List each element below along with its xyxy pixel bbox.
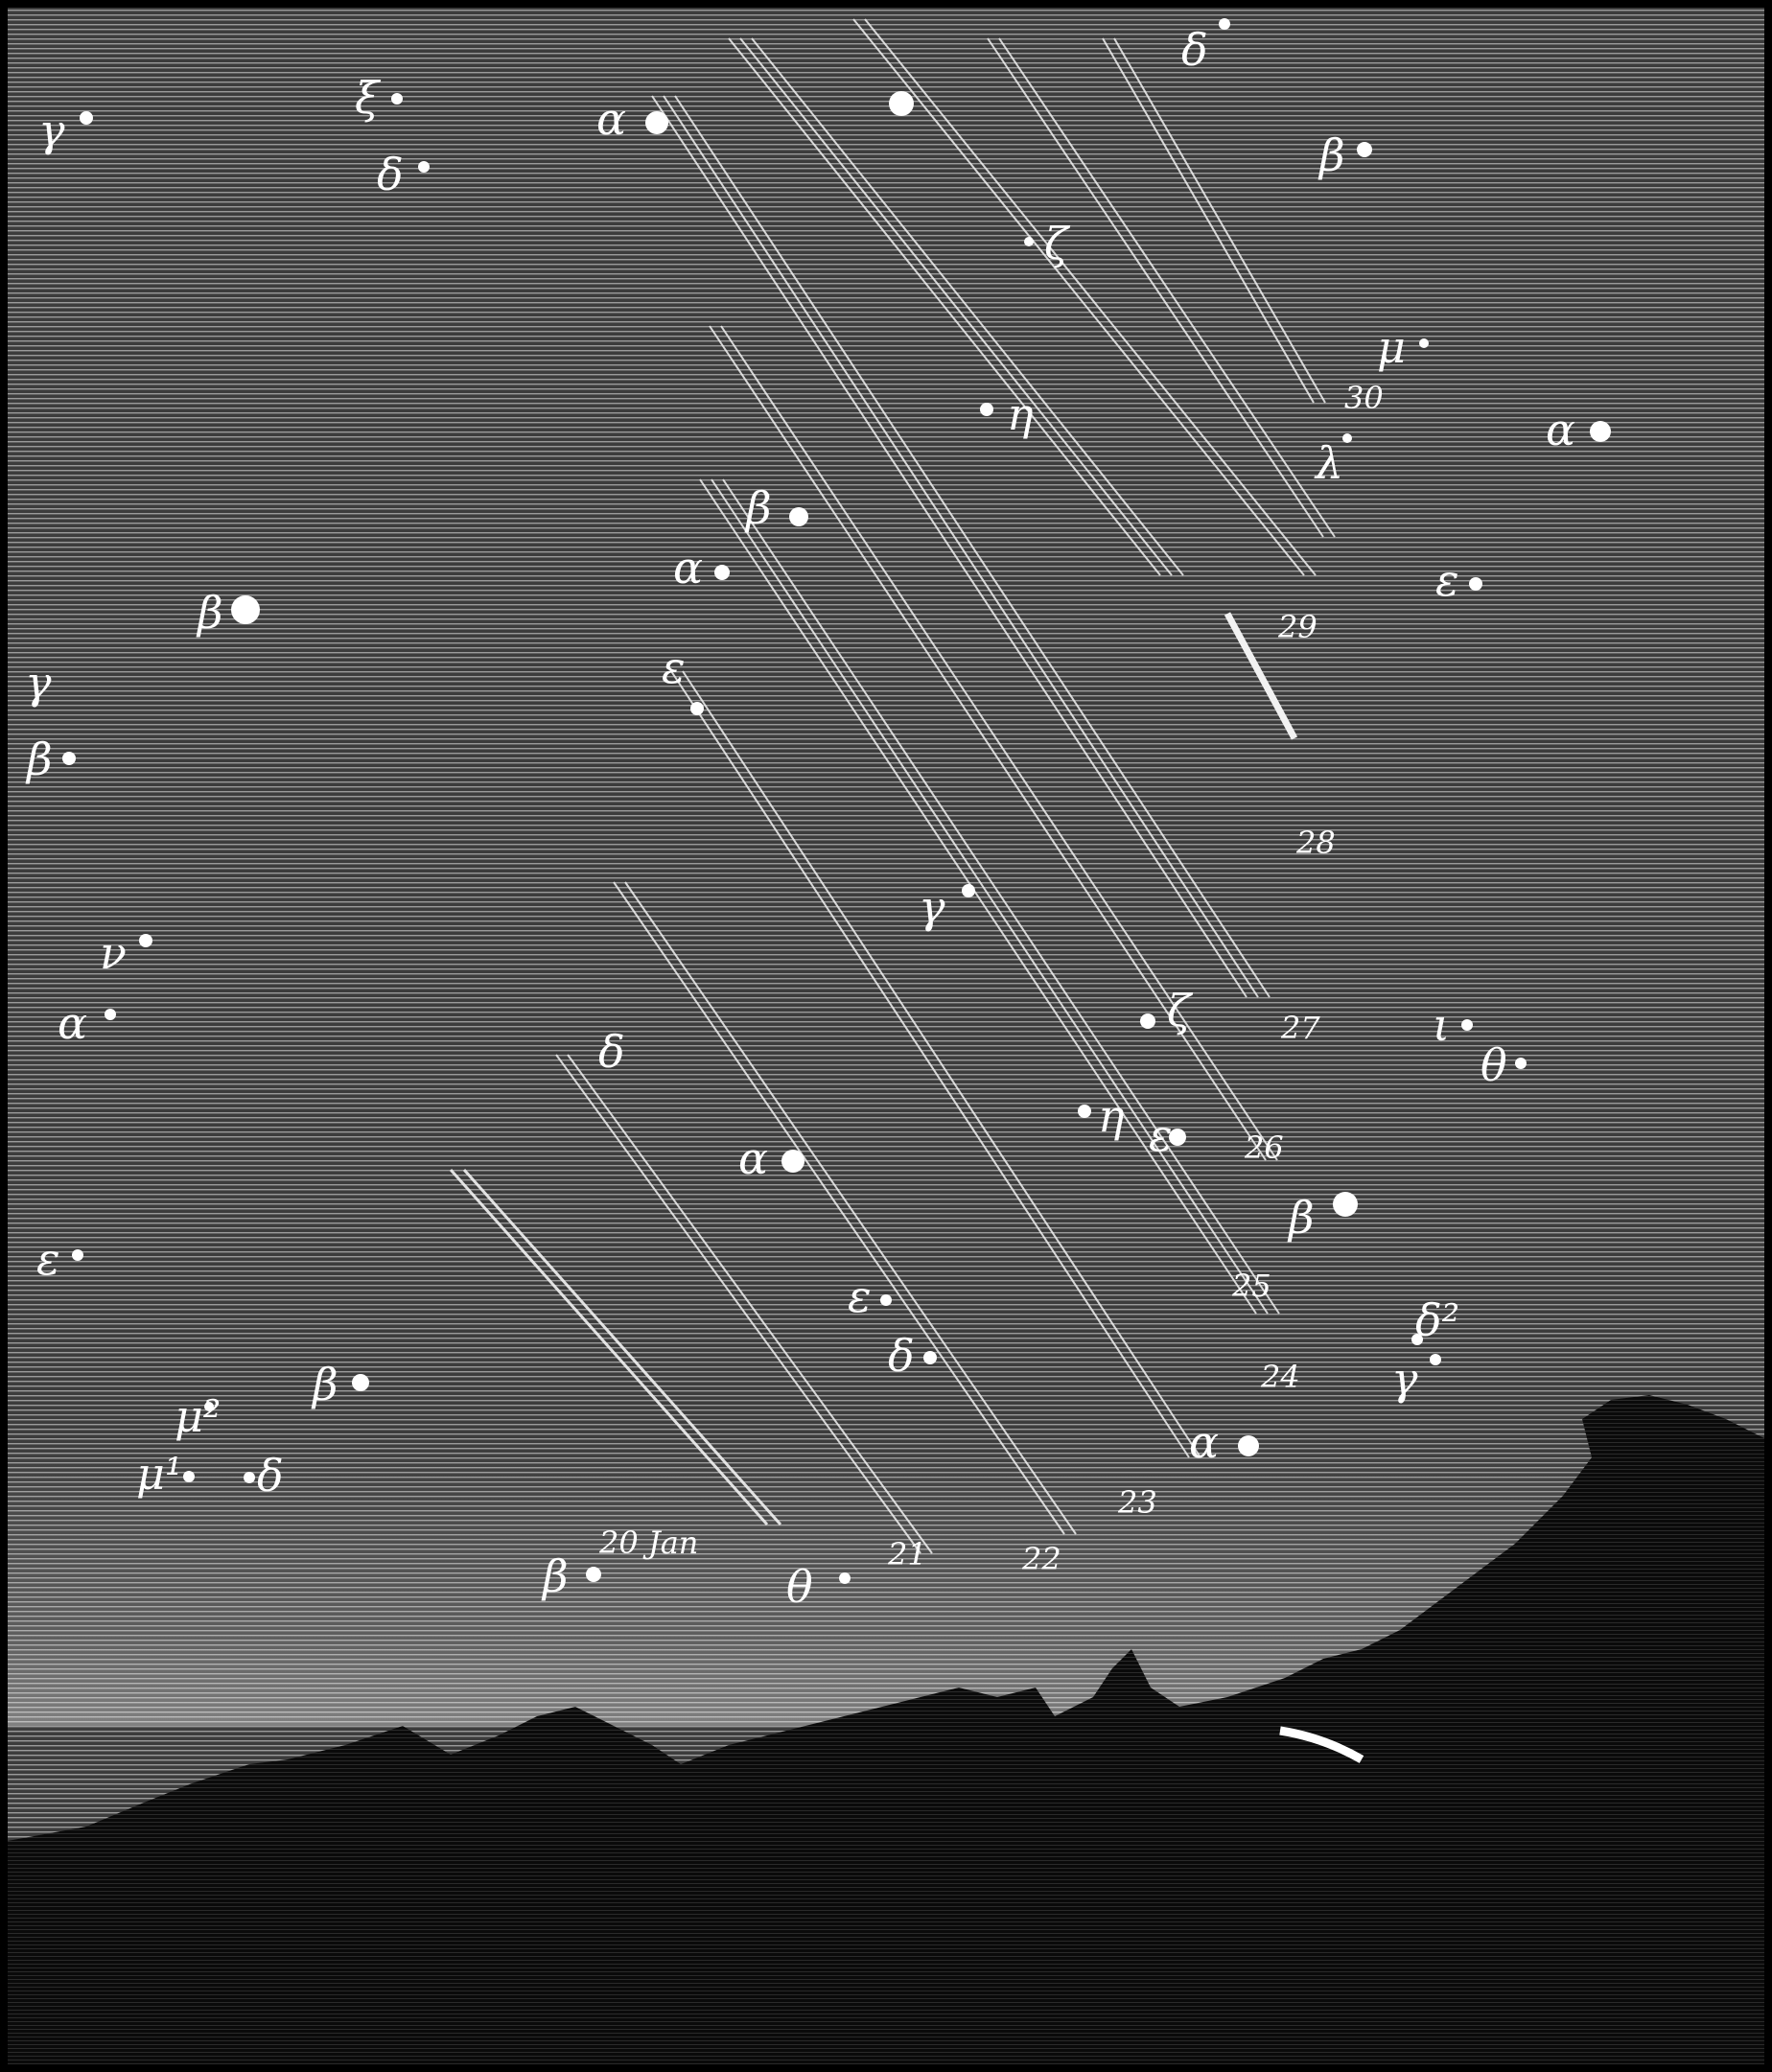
- number-label: 24: [1261, 1359, 1300, 1395]
- star-label: ε: [36, 1233, 60, 1285]
- number-label: 27: [1281, 1010, 1320, 1046]
- star: [1219, 18, 1230, 30]
- star: [1590, 421, 1611, 442]
- star: [1430, 1354, 1441, 1365]
- star: [183, 1471, 195, 1482]
- star-label: β: [746, 482, 772, 534]
- star-label: α: [58, 997, 88, 1049]
- star-label: δ: [377, 149, 404, 200]
- star: [1342, 433, 1352, 443]
- number-label: 28: [1296, 825, 1336, 861]
- star: [690, 702, 704, 715]
- star-label: ε: [662, 641, 686, 693]
- star-label: β: [27, 733, 53, 785]
- star: [391, 93, 403, 105]
- star-label: η: [1098, 1090, 1125, 1142]
- star: [62, 752, 76, 765]
- star: [1140, 1013, 1155, 1029]
- star-label: β: [543, 1550, 569, 1602]
- number-label: 21: [888, 1536, 927, 1572]
- star-label: ε: [1149, 1109, 1173, 1161]
- star-label: θ: [1481, 1039, 1507, 1091]
- number-label: 26: [1245, 1129, 1284, 1166]
- star-label: ζ: [1167, 985, 1191, 1036]
- star-label: γ: [1391, 1353, 1418, 1405]
- star-label: α: [596, 93, 627, 145]
- number-label: 23: [1118, 1484, 1157, 1521]
- star-label: δ²: [1415, 1294, 1460, 1346]
- star-label: ν: [100, 927, 127, 979]
- star: [1333, 1192, 1358, 1217]
- number-label: 25: [1232, 1268, 1271, 1304]
- star: [714, 565, 730, 580]
- star: [1024, 237, 1034, 246]
- number-label: 30: [1344, 380, 1384, 416]
- star: [1469, 577, 1482, 591]
- star: [1419, 338, 1429, 348]
- star-label: ξ: [355, 72, 380, 124]
- star: [80, 111, 93, 125]
- star-label: μ²: [175, 1390, 222, 1442]
- star: [105, 1009, 116, 1020]
- star-label: α: [1189, 1416, 1220, 1468]
- star-label: β: [1289, 1192, 1315, 1244]
- date-label: 20 Jan: [599, 1525, 699, 1561]
- star-label: β: [198, 587, 223, 639]
- star-label: ζ: [1044, 218, 1068, 269]
- star-label: ι: [1433, 999, 1451, 1051]
- number-label: 29: [1278, 609, 1317, 645]
- star-label: ε: [848, 1270, 872, 1322]
- star-label: δ: [1181, 24, 1208, 76]
- star: [418, 161, 430, 173]
- star: [352, 1374, 369, 1391]
- star-label: δ: [888, 1330, 915, 1382]
- star: [244, 1472, 255, 1483]
- star-label: δ: [257, 1450, 284, 1502]
- star: [1357, 142, 1372, 157]
- star-label: β: [313, 1359, 338, 1410]
- star: [1515, 1058, 1527, 1069]
- star: [72, 1249, 83, 1261]
- star-label: α: [673, 542, 704, 594]
- star: [586, 1567, 601, 1582]
- star: [645, 111, 668, 134]
- star: [980, 403, 993, 416]
- star-label: ε: [1435, 554, 1459, 606]
- star: [781, 1150, 804, 1173]
- star-label: θ: [786, 1561, 813, 1613]
- star: [1238, 1435, 1259, 1456]
- star: [139, 934, 152, 947]
- number-label: 22: [1022, 1541, 1061, 1577]
- star-label: λ: [1316, 437, 1344, 489]
- star: [231, 595, 260, 624]
- star-label: μ: [1377, 321, 1406, 373]
- star-label: μ¹: [136, 1448, 183, 1500]
- star: [889, 91, 914, 116]
- star-label: γ: [25, 657, 52, 709]
- star-label: α: [1546, 404, 1576, 455]
- star-label: β: [1319, 129, 1345, 181]
- star: [839, 1572, 851, 1584]
- star: [923, 1351, 937, 1364]
- star-label: δ: [598, 1026, 625, 1078]
- star-label: γ: [38, 105, 65, 156]
- star-label: α: [738, 1132, 769, 1184]
- star-label: γ: [919, 881, 945, 933]
- star: [789, 507, 808, 526]
- star-label: η: [1007, 388, 1034, 440]
- star: [1461, 1019, 1473, 1031]
- star: [1078, 1105, 1091, 1118]
- star: [880, 1294, 892, 1306]
- star: [962, 884, 975, 897]
